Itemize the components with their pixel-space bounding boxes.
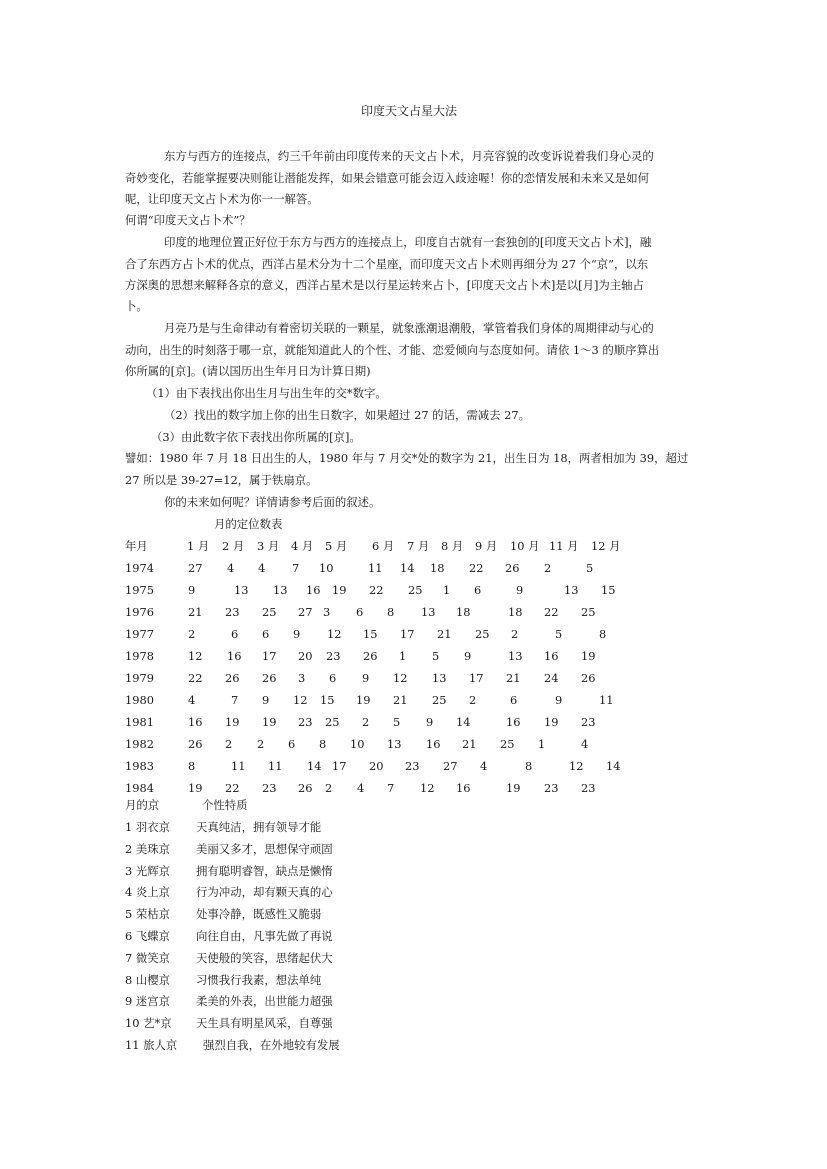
jing-name: 5 荣枯京 [125, 907, 171, 921]
table-cell: 23 [225, 605, 240, 619]
table-cell: 18 [430, 561, 445, 575]
table-cell: 19 [188, 781, 203, 795]
intro-line-1: 东方与西方的连接点，约三千年前由印度传来的天文占卜术，月亮容貌的改变诉说着我们身心灵的 [164, 149, 654, 163]
jing-trait: 习惯我行我素，想法单纯 [196, 973, 322, 987]
table-header-month: 5 月 [325, 539, 348, 553]
table-cell: 16 [188, 715, 203, 729]
jing-trait: 天使般的笑容，思绪起伏大 [196, 951, 333, 965]
table-title: 月的定位数表 [214, 517, 283, 531]
jing-name: 3 光辉京 [125, 864, 171, 878]
table-cell: 4 [258, 561, 266, 575]
table-cell: 6 [356, 605, 364, 619]
table-cell: 6 [262, 627, 270, 641]
table-cell: 19 [356, 693, 371, 707]
table-cell: 21 [506, 671, 521, 685]
table-cell: 1 [443, 583, 451, 597]
table-cell: 16 [306, 583, 321, 597]
table-cell: 12 [188, 649, 203, 663]
table-cell: 9 [293, 627, 301, 641]
para2-line-2: 合了东西方占卜术的优点，西洋占星术分为十二个星座，而印度天文占卜术则再细分为 27 个“京”，以东 [125, 257, 649, 271]
table-header-month: 4 月 [291, 539, 314, 553]
table-cell: 9 [262, 693, 270, 707]
table-cell: 15 [601, 583, 616, 597]
table-cell: 2 [544, 561, 552, 575]
jing-name: 10 艺*京 [125, 1016, 172, 1030]
table-cell: 20 [298, 649, 313, 663]
table-row-year: 1975 [125, 583, 154, 597]
para2-line-4: 卜。 [125, 299, 148, 313]
table-header-month: 2 月 [222, 539, 245, 553]
table-header-month: 11 月 [549, 539, 579, 553]
table-cell: 8 [387, 605, 395, 619]
table-cell: 23 [298, 715, 313, 729]
table-cell: 17 [262, 649, 277, 663]
intro-line-3: 呢，让印度天文占卜术为你一一解答。 [125, 192, 319, 206]
jing-trait: 强烈自我，在外地较有发展 [203, 1038, 340, 1052]
table-cell: 23 [326, 649, 341, 663]
jing-trait: 天生具有明星风采，自尊强 [196, 1016, 333, 1030]
table-cell: 8 [319, 737, 327, 751]
table-cell: 12 [327, 627, 342, 641]
table-cell: 25 [581, 605, 596, 619]
table-cell: 6 [474, 583, 482, 597]
table-cell: 10 [319, 561, 334, 575]
example-line-1: 譬如：1980 年 7 月 18 日出生的人，1980 年与 7 月交*处的数字为 21，出生日为 18，两者相加为 39，超过 [125, 451, 689, 465]
table-header-month: 6 月 [372, 539, 395, 553]
table-cell: 26 [188, 737, 203, 751]
jing-trait: 天真纯洁，拥有领导才能 [196, 820, 322, 834]
table-row-year: 1980 [125, 693, 154, 707]
table-header-month: 7 月 [407, 539, 430, 553]
table-cell: 21 [462, 737, 477, 751]
table-cell: 27 [443, 759, 458, 773]
table-cell: 27 [298, 605, 313, 619]
table-cell: 26 [581, 671, 596, 685]
page-title: 印度天文占星大法 [361, 104, 458, 118]
table-cell: 22 [188, 671, 203, 685]
table-cell: 21 [437, 627, 452, 641]
table-cell: 13 [508, 649, 523, 663]
table-cell: 8 [525, 759, 533, 773]
table-row-year: 1983 [125, 759, 154, 773]
table-cell: 26 [298, 781, 313, 795]
table-cell: 27 [188, 561, 203, 575]
table-cell: 2 [188, 627, 196, 641]
jing-name: 2 美珠京 [125, 842, 171, 856]
table-row-year: 1982 [125, 737, 154, 751]
table-cell: 13 [564, 583, 579, 597]
table-row-year: 1978 [125, 649, 154, 663]
table-cell: 3 [298, 671, 306, 685]
table-cell: 20 [369, 759, 384, 773]
table-cell: 22 [369, 583, 384, 597]
para2-line-3: 方深奥的思想来解释各京的意义，西洋占星术是以行星运转来占卜，[印度天文占卜术]是以[月]为主轴占 [125, 278, 644, 292]
jing-trait: 向往自由，凡事先做了再说 [196, 929, 333, 943]
table-cell: 21 [393, 693, 408, 707]
table-cell: 19 [544, 715, 559, 729]
step-2: （2）找出的数字加上你的出生日数字，如果超过 27 的话，需减去 27。 [164, 408, 531, 422]
table-cell: 14 [400, 561, 415, 575]
jing-name: 8 山樱京 [125, 973, 171, 987]
table-cell: 4 [188, 693, 196, 707]
table-cell: 4 [227, 561, 235, 575]
table-cell: 2 [257, 737, 265, 751]
table-cell: 23 [581, 715, 596, 729]
table-cell: 24 [544, 671, 559, 685]
table-header-year: 年月 [125, 539, 148, 553]
table-cell: 17 [469, 671, 484, 685]
table-cell: 19 [332, 583, 347, 597]
jing-name: 7 微笑京 [125, 951, 171, 965]
table-cell: 26 [262, 671, 277, 685]
table-cell: 5 [432, 649, 440, 663]
table-cell: 2 [362, 715, 370, 729]
future-line: 你的未来如何呢？详情请参考后面的叙述。 [164, 495, 381, 509]
table-cell: 23 [544, 781, 559, 795]
jing-name: 1 羽衣京 [125, 820, 171, 834]
table-cell: 6 [329, 671, 337, 685]
table-cell: 18 [456, 605, 471, 619]
table-cell: 4 [581, 737, 589, 751]
table-cell: 18 [508, 605, 523, 619]
table-row-year: 1976 [125, 605, 154, 619]
table-cell: 11 [599, 693, 614, 707]
table-cell: 2 [325, 781, 333, 795]
table-cell: 3 [323, 605, 331, 619]
table-cell: 19 [225, 715, 240, 729]
table-cell: 6 [231, 627, 239, 641]
step-3: （3）由此数字依下表找出你所属的[京]。 [151, 430, 361, 444]
intro-line-2: 奇妙变化，若能掌握要决则能让潜能发挥，如果会错意可能会迈入歧途喔！你的恋情发展和未来又是如何 [125, 171, 649, 185]
table-cell: 9 [426, 715, 434, 729]
table-cell: 4 [357, 781, 365, 795]
table-cell: 4 [480, 759, 488, 773]
table-cell: 9 [362, 671, 370, 685]
table-cell: 1 [399, 649, 407, 663]
table-cell: 14 [456, 715, 471, 729]
table-cell: 6 [288, 737, 296, 751]
table-cell: 23 [581, 781, 596, 795]
table-cell: 26 [363, 649, 378, 663]
jing-trait: 柔美的外表，出世能力超强 [196, 994, 333, 1008]
table-header-month: 3 月 [257, 539, 280, 553]
table-cell: 5 [586, 561, 594, 575]
table-cell: 2 [225, 737, 233, 751]
table-cell: 17 [400, 627, 415, 641]
para3-line-3: 你所属的[京]。(请以国历出生年月日为计算日期) [125, 364, 371, 378]
table-cell: 13 [234, 583, 249, 597]
para2-line-1: 印度的地理位置正好位于东方与西方的连接点上，印度自古就有一套独创的[印度天文占卜术]，融 [164, 235, 652, 249]
table-cell: 26 [225, 671, 240, 685]
table-cell: 15 [363, 627, 378, 641]
table-cell: 8 [599, 627, 607, 641]
table-cell: 13 [421, 605, 436, 619]
table-cell: 25 [325, 715, 340, 729]
table-cell: 1 [538, 737, 546, 751]
jing-trait: 美丽又多才，思想保守顽固 [196, 842, 333, 856]
table-row-year: 1977 [125, 627, 154, 641]
table-cell: 21 [188, 605, 203, 619]
table-row-year: 1974 [125, 561, 154, 575]
table-row-year: 1981 [125, 715, 154, 729]
table-header-month: 10 月 [510, 539, 540, 553]
table-cell: 2 [511, 627, 519, 641]
table-cell: 25 [500, 737, 515, 751]
table-cell: 12 [569, 759, 584, 773]
table-cell: 23 [405, 759, 420, 773]
jing-header-col1: 月的京 [125, 798, 160, 812]
para3-line-1: 月亮乃是与生命律动有着密切关联的一颗星，就象涨潮退潮般，掌管着我们身体的周期律动与心的 [164, 321, 654, 335]
step-1: （1）由下表找出你出生月与出生年的交*数字。 [146, 386, 387, 400]
table-cell: 13 [273, 583, 288, 597]
table-cell: 17 [332, 759, 347, 773]
table-cell: 11 [368, 561, 383, 575]
table-cell: 22 [544, 605, 559, 619]
table-cell: 25 [408, 583, 423, 597]
table-cell: 11 [231, 759, 246, 773]
table-cell: 25 [475, 627, 490, 641]
table-cell: 6 [510, 693, 518, 707]
table-cell: 16 [227, 649, 242, 663]
table-cell: 25 [262, 605, 277, 619]
jing-name: 9 迷宫京 [125, 994, 171, 1008]
jing-trait: 行为冲动，却有颗天真的心 [196, 885, 333, 899]
example-line-2: 27 所以是 39-27=12，属于铁扇京。 [125, 473, 318, 487]
table-cell: 2 [469, 693, 477, 707]
table-header-month: 8 月 [441, 539, 464, 553]
table-cell: 14 [606, 759, 621, 773]
table-header-month: 12 月 [591, 539, 621, 553]
table-cell: 5 [393, 715, 401, 729]
table-cell: 11 [268, 759, 283, 773]
table-header-month: 9 月 [475, 539, 498, 553]
table-cell: 19 [506, 781, 521, 795]
table-cell: 14 [307, 759, 322, 773]
table-cell: 16 [506, 715, 521, 729]
table-cell: 22 [225, 781, 240, 795]
table-cell: 9 [555, 693, 563, 707]
table-cell: 13 [432, 671, 447, 685]
table-cell: 7 [387, 781, 395, 795]
table-cell: 22 [469, 561, 484, 575]
table-cell: 13 [387, 737, 402, 751]
table-cell: 7 [292, 561, 300, 575]
jing-name: 11 旅人京 [125, 1038, 178, 1052]
jing-name: 6 飞蝶京 [125, 929, 171, 943]
jing-name: 4 炎上京 [125, 885, 171, 899]
table-cell: 9 [464, 649, 472, 663]
table-cell: 26 [505, 561, 520, 575]
table-cell: 25 [432, 693, 447, 707]
para3-line-2: 动向，出生的时刻落于哪一京，就能知道此人的个性、才能、恋爱倾向与态度如何。请依 1～3 的顺序算出 [125, 343, 660, 357]
table-header-month: 1 月 [187, 539, 210, 553]
table-cell: 12 [393, 671, 408, 685]
table-cell: 16 [544, 649, 559, 663]
table-cell: 15 [320, 693, 335, 707]
jing-trait: 处事冷静，既感性又脆弱 [196, 907, 322, 921]
table-cell: 9 [516, 583, 524, 597]
table-cell: 16 [456, 781, 471, 795]
jing-trait: 拥有聪明睿智，缺点是懒惰 [196, 864, 333, 878]
question-heading: 何谓“印度天文占卜术”？ [125, 213, 251, 227]
table-cell: 9 [188, 583, 196, 597]
table-cell: 16 [426, 737, 441, 751]
table-cell: 12 [293, 693, 308, 707]
table-cell: 10 [350, 737, 365, 751]
table-cell: 23 [262, 781, 277, 795]
table-cell: 19 [581, 649, 596, 663]
table-cell: 12 [420, 781, 435, 795]
table-cell: 5 [555, 627, 563, 641]
table-row-year: 1979 [125, 671, 154, 685]
table-cell: 8 [188, 759, 196, 773]
table-cell: 7 [231, 693, 239, 707]
jing-header-col2: 个性特质 [202, 798, 248, 812]
table-row-year: 1984 [125, 781, 154, 795]
table-cell: 19 [262, 715, 277, 729]
